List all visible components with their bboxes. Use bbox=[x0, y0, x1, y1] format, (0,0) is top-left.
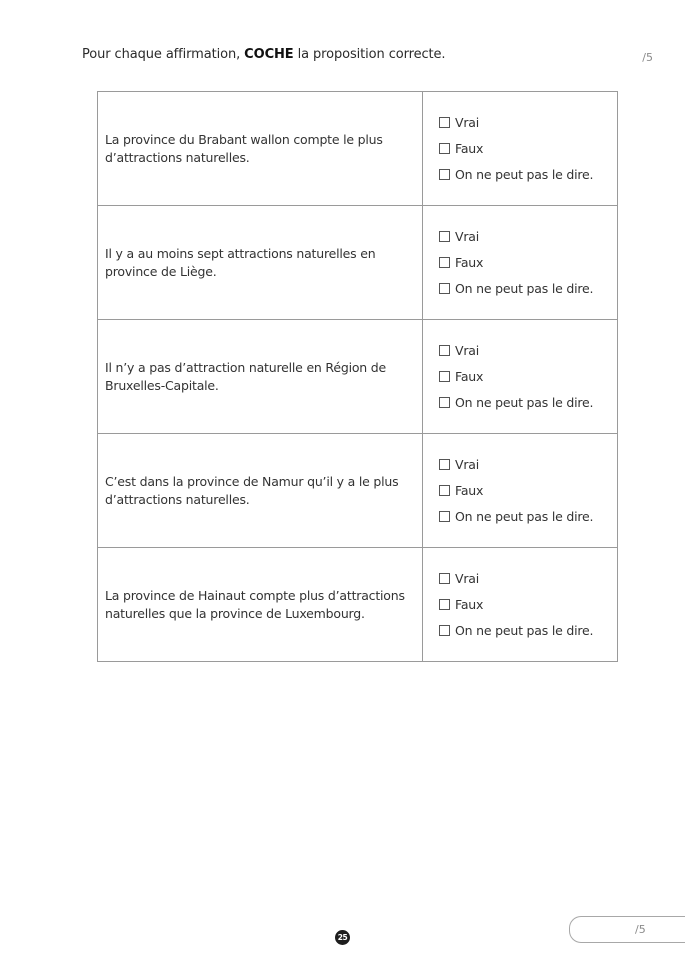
instruction-before: Pour chaque affirmation, bbox=[82, 47, 245, 62]
page-number-badge: 25 bbox=[335, 930, 350, 945]
option-label: Vrai bbox=[455, 115, 480, 130]
score-bottom: /5 bbox=[635, 923, 646, 936]
option-label: Faux bbox=[455, 483, 484, 498]
option-faux[interactable] bbox=[439, 250, 617, 276]
statement-cell: Il y a au moins sept attractions naturelles en province de Liège. bbox=[98, 206, 423, 320]
checkbox[interactable] bbox=[439, 231, 450, 242]
option-label: On ne peut pas le dire. bbox=[455, 281, 594, 296]
option-faux[interactable] bbox=[439, 478, 617, 504]
option-label: On ne peut pas le dire. bbox=[455, 509, 594, 524]
options-cell bbox=[423, 320, 618, 434]
checkbox[interactable] bbox=[439, 599, 450, 610]
option-vrai[interactable] bbox=[439, 338, 617, 364]
option-unknown[interactable] bbox=[439, 504, 617, 530]
option-unknown[interactable] bbox=[439, 618, 617, 644]
checkbox[interactable] bbox=[439, 117, 450, 128]
options-cell bbox=[423, 434, 618, 548]
question-row bbox=[98, 92, 618, 206]
score-top: /5 bbox=[642, 51, 653, 64]
checkbox[interactable] bbox=[439, 283, 450, 294]
instruction-text bbox=[82, 47, 445, 62]
option-vrai[interactable] bbox=[439, 566, 617, 592]
question-row bbox=[98, 434, 618, 548]
option-unknown[interactable] bbox=[439, 390, 617, 416]
option-unknown[interactable] bbox=[439, 276, 617, 302]
option-label: Faux bbox=[455, 255, 484, 270]
statement-cell: La province de Hainaut compte plus d’attractions naturelles que la province de Luxembourg. bbox=[98, 548, 423, 662]
checkbox[interactable] bbox=[439, 397, 450, 408]
option-vrai[interactable] bbox=[439, 110, 617, 136]
option-faux[interactable] bbox=[439, 136, 617, 162]
option-faux[interactable] bbox=[439, 364, 617, 390]
checkbox[interactable] bbox=[439, 169, 450, 180]
option-label: Faux bbox=[455, 369, 484, 384]
option-label: Vrai bbox=[455, 457, 480, 472]
option-label: Vrai bbox=[455, 571, 480, 586]
question-row bbox=[98, 548, 618, 662]
option-vrai[interactable] bbox=[439, 224, 617, 250]
instruction-emphasis: COCHE bbox=[244, 47, 294, 62]
options-cell bbox=[423, 92, 618, 206]
option-label: On ne peut pas le dire. bbox=[455, 623, 594, 638]
statement-cell: Il n’y a pas d’attraction naturelle en Région de Bruxelles-Capitale. bbox=[98, 320, 423, 434]
checkbox[interactable] bbox=[439, 573, 450, 584]
checkbox[interactable] bbox=[439, 485, 450, 496]
options-cell bbox=[423, 206, 618, 320]
checkbox[interactable] bbox=[439, 625, 450, 636]
checkbox[interactable] bbox=[439, 143, 450, 154]
score-box bbox=[569, 916, 685, 943]
option-unknown[interactable] bbox=[439, 162, 617, 188]
checkbox[interactable] bbox=[439, 257, 450, 268]
question-row bbox=[98, 320, 618, 434]
question-table bbox=[97, 91, 618, 662]
option-faux[interactable] bbox=[439, 592, 617, 618]
option-label: Faux bbox=[455, 141, 484, 156]
option-label: Vrai bbox=[455, 343, 480, 358]
statement-cell: C’est dans la province de Namur qu’il y a le plus d’attractions naturelles. bbox=[98, 434, 423, 548]
option-vrai[interactable] bbox=[439, 452, 617, 478]
option-label: Vrai bbox=[455, 229, 480, 244]
checkbox[interactable] bbox=[439, 459, 450, 470]
option-label: Faux bbox=[455, 597, 484, 612]
statement-cell: La province du Brabant wallon compte le plus d’attractions naturelles. bbox=[98, 92, 423, 206]
options-cell bbox=[423, 548, 618, 662]
option-label: On ne peut pas le dire. bbox=[455, 167, 594, 182]
checkbox[interactable] bbox=[439, 371, 450, 382]
checkbox[interactable] bbox=[439, 345, 450, 356]
checkbox[interactable] bbox=[439, 511, 450, 522]
instruction-after: la proposition correcte. bbox=[293, 47, 446, 62]
question-row bbox=[98, 206, 618, 320]
option-label: On ne peut pas le dire. bbox=[455, 395, 594, 410]
